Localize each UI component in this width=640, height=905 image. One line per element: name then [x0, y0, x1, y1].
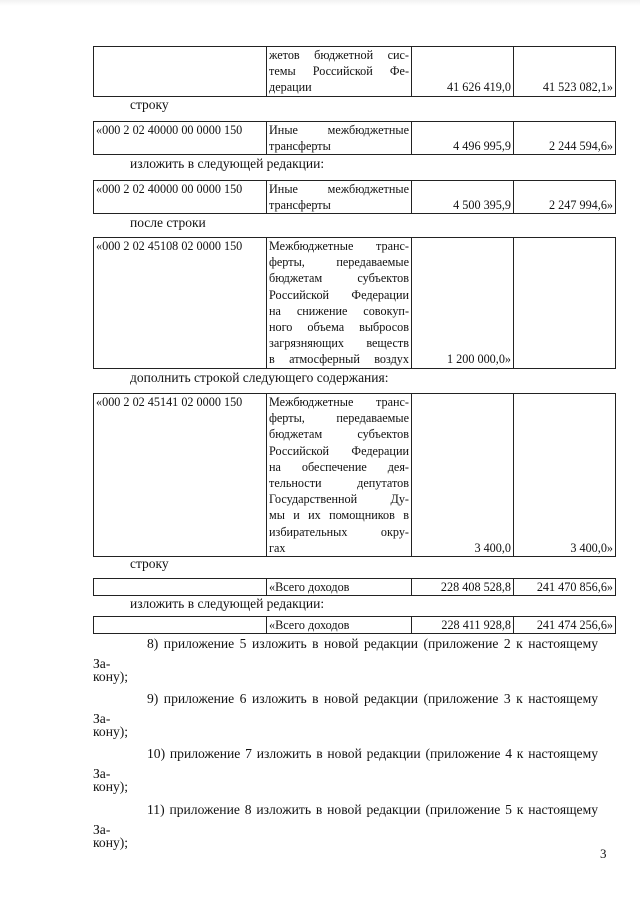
value-cell-1: 1 200 000,0»	[412, 238, 514, 369]
name-cell	[267, 238, 412, 369]
table-row	[94, 579, 616, 596]
label-izlozhit: изложить в следующей редакции:	[130, 596, 325, 611]
table-fragment-4	[93, 237, 616, 369]
name-line: Межбюджетные транс-	[269, 239, 409, 253]
value-cell-2	[514, 238, 616, 369]
name-line: ферты, передаваемые	[269, 411, 409, 426]
table-row	[94, 394, 616, 557]
value-cell-2: 3 400,0»	[514, 394, 616, 557]
value-cell-2: 2 244 594,6»	[514, 122, 616, 155]
paragraph-line: кону);	[93, 669, 129, 684]
name-line: мы и их помощников в	[269, 508, 409, 523]
table-row	[94, 47, 616, 97]
table-fragment-3	[93, 180, 616, 214]
table-row	[94, 122, 616, 155]
name-line: Иные межбюджетные	[269, 123, 409, 137]
paragraph-item-9	[93, 689, 598, 739]
code-cell	[94, 47, 267, 97]
name-line: избирательных окру-	[269, 524, 409, 539]
value-cell-2: 41 523 082,1»	[514, 47, 616, 97]
label-posle: после строки	[130, 215, 206, 230]
code-cell: «000 2 02 40000 00 0000 150	[94, 181, 267, 214]
paragraph-line: 11) приложение 8 изложить в новой редакции (приложение 5 к настоящему За-	[93, 802, 598, 837]
name-line: трансферты	[269, 198, 331, 213]
table-fragment-2	[93, 121, 616, 155]
name-line: в атмосферный воздух	[269, 352, 409, 367]
name-line: ного объема выбросов	[269, 320, 409, 335]
value-cell-1: 4 500 395,9	[412, 181, 514, 214]
paragraph-line: 9) приложение 6 изложить в новой редакции (приложение 3 к настоящему За-	[93, 691, 598, 726]
name-line: трансферты	[269, 139, 331, 154]
table-fragment-7	[93, 616, 616, 634]
code-cell: «000 2 02 40000 00 0000 150	[94, 122, 267, 155]
value-cell-2: 241 470 856,6»	[514, 579, 616, 596]
paragraph-line: кону);	[93, 724, 129, 739]
name-line: Межбюджетные транс-	[269, 395, 409, 409]
name-line: Российской Федерации	[269, 287, 409, 302]
name-line: жетов бюджетной сис-	[269, 48, 409, 62]
table-fragment-5	[93, 393, 616, 557]
name-line: бюджетам субъектов	[269, 271, 409, 286]
code-cell: «000 2 02 45141 02 0000 150	[94, 394, 267, 557]
name-line: ферты, передаваемые	[269, 255, 409, 270]
name-line: гах	[269, 540, 286, 555]
name-cell	[267, 394, 412, 557]
name-line: темы Российской Фе-	[269, 64, 409, 79]
label-stroku: строку	[130, 97, 169, 112]
scan-top-edge	[0, 0, 640, 6]
paragraph-line: 8) приложение 5 изложить в новой редакции (приложение 2 к настоящему За-	[93, 636, 598, 671]
name-line: дерации	[269, 80, 312, 95]
code-cell: «000 2 02 45108 02 0000 150	[94, 238, 267, 369]
value-cell-1: 228 411 928,8	[412, 617, 514, 634]
table-row	[94, 181, 616, 214]
paragraph-line: кону);	[93, 835, 129, 850]
value-cell-1: 4 496 995,9	[412, 122, 514, 155]
name-line: Государственной Ду-	[269, 492, 409, 507]
name-line: на снижение совокуп-	[269, 303, 409, 318]
name-line: Иные межбюджетные	[269, 182, 409, 196]
name-cell: «Всего доходов	[267, 617, 412, 634]
code-cell	[94, 579, 267, 596]
label-dopolnit: дополнить строкой следующего содержания:	[130, 370, 389, 385]
paragraph-item-8	[93, 634, 598, 684]
label-stroku: строку	[130, 556, 169, 571]
value-cell-1: 228 408 528,8	[412, 579, 514, 596]
name-cell: «Всего доходов	[267, 579, 412, 596]
value-cell-2: 2 247 994,6»	[514, 181, 616, 214]
table-fragment-1	[93, 46, 616, 97]
name-line: на обеспечение дея-	[269, 459, 409, 474]
value-cell-2: 241 474 256,6»	[514, 617, 616, 634]
paragraph-item-11	[93, 800, 598, 850]
name-line: тельности депутатов	[269, 476, 409, 491]
paragraph-line: 10) приложение 7 изложить в новой редакции (приложение 4 к настоящему За-	[93, 746, 598, 781]
paragraph-item-10	[93, 744, 598, 794]
table-row	[94, 238, 616, 369]
paragraph-line: кону);	[93, 779, 129, 794]
code-cell	[94, 617, 267, 634]
value-cell-1: 41 626 419,0	[412, 47, 514, 97]
page-number: 3	[600, 846, 607, 861]
table-row	[94, 617, 616, 634]
name-line: загрязняющих веществ	[269, 336, 409, 351]
label-izlozhit: изложить в следующей редакции:	[130, 156, 325, 171]
value-cell-1: 3 400,0	[412, 394, 514, 557]
name-line: Российской Федерации	[269, 443, 409, 458]
name-cell	[267, 122, 412, 155]
name-cell	[267, 47, 412, 97]
name-line: бюджетам субъектов	[269, 427, 409, 442]
name-cell	[267, 181, 412, 214]
table-fragment-6	[93, 578, 616, 596]
